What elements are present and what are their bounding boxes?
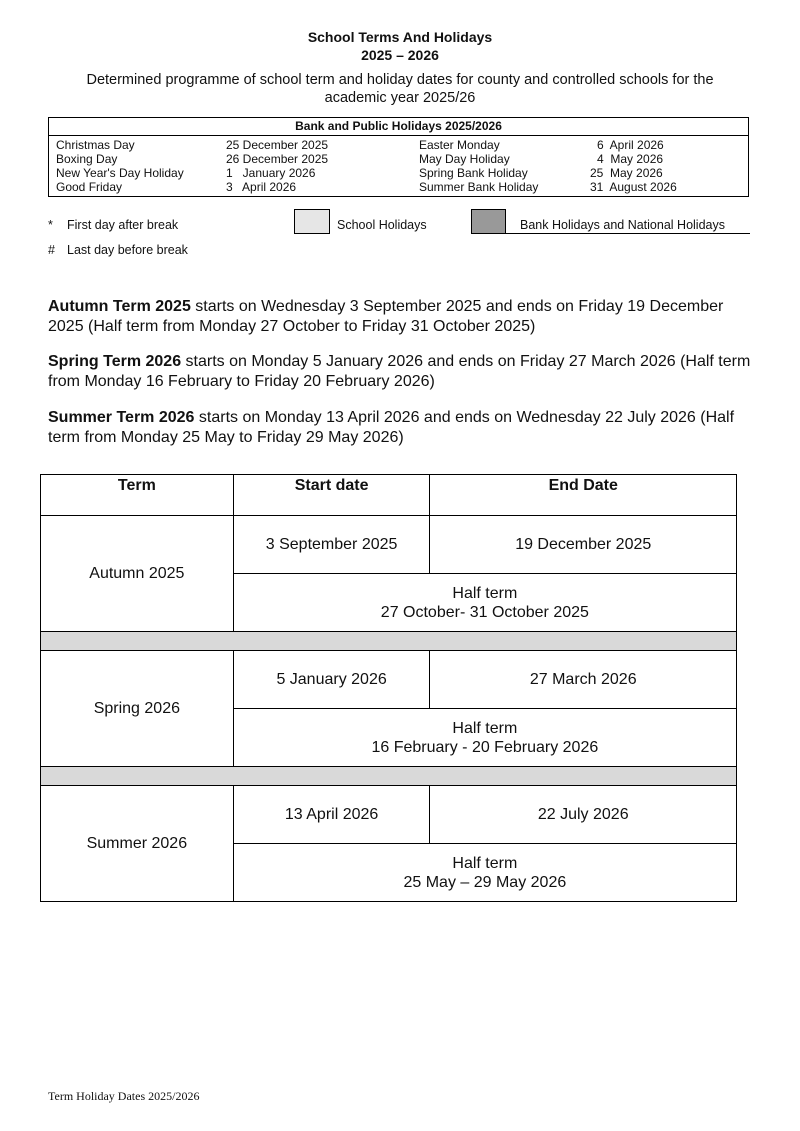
school-holidays-legend: School Holidays (337, 218, 427, 232)
holiday-date: 1 January 2026 (226, 166, 316, 180)
start-date: 3 September 2025 (233, 516, 430, 574)
bank-holidays-legend: Bank Holidays and National Holidays (520, 218, 725, 232)
page-title: School Terms And Holidays (307, 29, 493, 45)
intro-text: Determined programme of school term and holiday dates for county and controlled schools for the academic year 2025/26 (86, 72, 714, 106)
header-term: Term (41, 475, 234, 516)
table-row (41, 651, 737, 709)
term-name: Autumn 2025 (41, 516, 234, 632)
table-row (41, 786, 737, 844)
term-heading: Autumn Term 2025 (48, 298, 191, 315)
first-day-legend: First day after break (67, 218, 179, 232)
holiday-name: Christmas Day (56, 138, 135, 152)
legend-underline (506, 233, 750, 234)
page-footer: Term Holiday Dates 2025/2026 (48, 1089, 200, 1103)
holiday-name: Spring Bank Holiday (419, 166, 528, 180)
term-description: starts on Monday 5 January 2026 and ends on Friday 27 March 2026 (Half term from Monday 16 February to Friday 20 February 2026) (48, 353, 751, 390)
holiday-date: 31 August 2026 (590, 180, 677, 194)
term-heading: Spring Term 2026 (48, 353, 182, 370)
end-date: 27 March 2026 (430, 651, 737, 709)
gap-cell (41, 767, 737, 786)
holiday-date: 3 April 2026 (226, 180, 297, 194)
half-term-cell (233, 574, 736, 632)
term-name: Summer 2026 (41, 786, 234, 902)
half-term-dates: 25 May – 29 May 2026 (403, 873, 567, 891)
gap-cell (41, 632, 737, 651)
holiday-date: 26 December 2025 (226, 152, 329, 166)
holiday-name: Good Friday (56, 180, 123, 194)
gap-row (41, 632, 737, 651)
bank-holidays-swatch (471, 209, 506, 234)
half-term-cell (233, 844, 736, 902)
term-heading: Summer Term 2026 (48, 409, 195, 426)
last-day-legend: Last day before break (67, 243, 188, 257)
bank-holidays-title: Bank and Public Holidays 2025/2026 (295, 119, 502, 133)
gap-row (41, 767, 737, 786)
holiday-name: Summer Bank Holiday (419, 180, 539, 194)
page-year: 2025 – 2026 (361, 47, 439, 63)
end-date: 22 July 2026 (430, 786, 737, 844)
half-term-dates: 16 February - 20 February 2026 (371, 738, 599, 756)
holiday-date: 25 May 2026 (590, 166, 663, 180)
end-date: 19 December 2025 (430, 516, 737, 574)
first-day-symbol: * (48, 218, 53, 232)
start-date: 13 April 2026 (233, 786, 430, 844)
holiday-name: Easter Monday (419, 138, 500, 152)
table-row (41, 516, 737, 574)
table-header-row (41, 475, 737, 516)
summer-term-paragraph (48, 408, 753, 448)
half-term-label: Half term (452, 719, 518, 737)
holiday-name: May Day Holiday (419, 152, 510, 166)
half-term-label: Half term (452, 584, 518, 602)
autumn-term-paragraph (48, 297, 753, 337)
term-description: starts on Wednesday 3 September 2025 and ends on Friday 19 December 2025 (Half term from Monday 27 October to Friday 31 October 2025) (48, 298, 724, 335)
school-holidays-swatch (294, 209, 330, 234)
terms-table (40, 474, 737, 902)
last-day-symbol: # (48, 243, 55, 257)
spring-term-paragraph (48, 352, 753, 392)
header-start-date: Start date (233, 475, 430, 516)
half-term-dates: 27 October- 31 October 2025 (380, 603, 589, 621)
holiday-date: 25 December 2025 (226, 138, 329, 152)
holiday-date: 6 April 2026 (597, 138, 664, 152)
header-end-date: End Date (430, 475, 737, 516)
term-name: Spring 2026 (41, 651, 234, 767)
term-description: starts on Monday 13 April 2026 and ends on Wednesday 22 July 2026 (Half term from Monday 25 May to Friday 29 May 2026) (48, 409, 735, 446)
holiday-name: Boxing Day (56, 152, 118, 166)
half-term-cell (233, 709, 736, 767)
holiday-name: New Year's Day Holiday (56, 166, 184, 180)
holiday-date: 4 May 2026 (597, 152, 664, 166)
start-date: 5 January 2026 (233, 651, 430, 709)
bank-holidays-divider (48, 135, 749, 136)
half-term-label: Half term (452, 854, 518, 872)
